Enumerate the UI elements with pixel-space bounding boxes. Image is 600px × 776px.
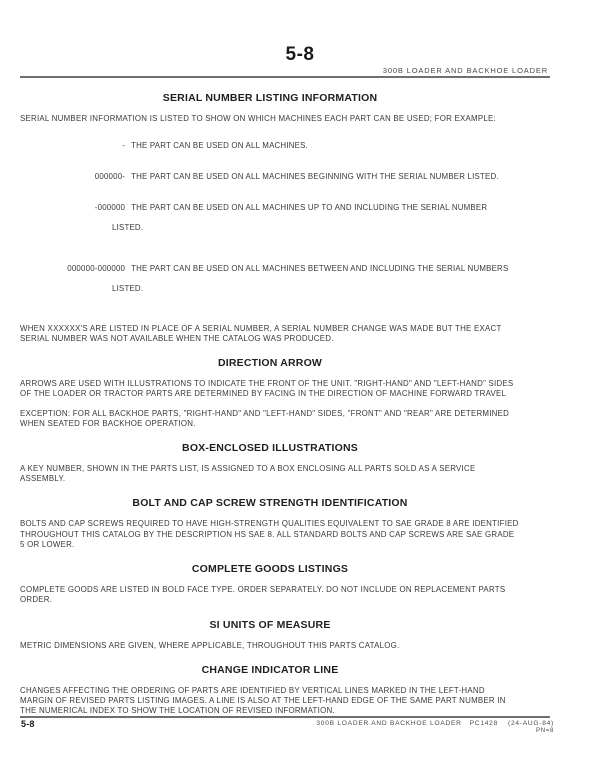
legend-row [20, 131, 520, 162]
direction-arrow-paragraph-2: EXCEPTION: FOR ALL BACKHOE PARTS, "RIGHT-HAND" AND "LEFT-HAND" SIDES, "FRONT" AND "REAR" ARE DETERMINED WHEN SEATED FOR BACKHOE OPERATION. [20, 408, 510, 428]
footer-revision-date: (24-AUG-84) [508, 720, 554, 727]
legend-row [20, 192, 520, 253]
footer-catalog-name: 300B LOADER AND BACKHOE LOADER [316, 720, 462, 727]
legend-key: 000000- [94, 172, 126, 182]
section-title-change-indicator-line: CHANGE INDICATOR LINE [201, 663, 339, 676]
section-title-si-units-of-measure: SI UNITS OF MEASURE [209, 618, 331, 631]
section-title-serial-number-listing: SERIAL NUMBER LISTING INFORMATION [162, 92, 378, 104]
legend-key: - [122, 141, 126, 151]
footer-rule [20, 716, 550, 718]
complete-goods-paragraph: COMPLETE GOODS ARE LISTED IN BOLD FACE TYPE. ORDER SEPARATELY. DO NOT INCLUDE ON REPLACEMENT PARTS ORDER. [20, 585, 506, 605]
page-number-top: 5-8 [285, 44, 315, 65]
legend-description: THE PART CAN BE USED ON ALL MACHINES. [131, 141, 308, 151]
legend-description: THE PART CAN BE USED ON ALL MACHINES BETWEEN AND INCLUDING THE SERIAL NUMBERS [131, 263, 509, 273]
change-indicator-paragraph: CHANGES AFFECTING THE ORDERING OF PARTS ARE IDENTIFIED BY VERTICAL LINES MARKED IN THE LEFT-HAND MARGIN OF REVISED PARTS LISTING IMAGES. A LINE IS ALSO AT THE LEFT-HAND EDGE OF THE SAME PART NUMBER IN THE NUMERICAL INDEX TO SHOW THE LOCATION OF REVISED INFORMATION. [20, 685, 506, 716]
header-catalog-caption: 300B LOADER AND BACKHOE LOADER [382, 66, 548, 75]
legend-key: 000000-000000 [67, 263, 126, 273]
footer-pn-code: PN=8 [535, 727, 554, 734]
section-title-direction-arrow: DIRECTION ARROW [217, 357, 323, 370]
legend-continuation: LISTED. [112, 284, 144, 294]
section-title-box-enclosed-illustrations: BOX-ENCLOSED ILLUSTRATIONS [182, 442, 358, 455]
box-enclosed-paragraph: A KEY NUMBER, SHOWN IN THE PARTS LIST, IS ASSIGNED TO A BOX ENCLOSING ALL PARTS SOLD AS A SERVICE ASSEMBLY. [20, 464, 476, 484]
bolt-cap-screw-paragraph: BOLTS AND CAP SCREWS REQUIRED TO HAVE HIGH-STRENGTH QUALITIES EQUIVALENT TO SAE GRADE 8 ARE IDENTIFIED THROUGHOUT THIS CATALOG BY THE DESCRIPTION HS SAE 8. ALL STANDARD BOLTS AND CAP SCREWS ARE SAE GRADE 5 OR LOWER. [20, 519, 519, 549]
serial-number-legend [20, 131, 520, 315]
section-title-bolt-cap-screw-strength: BOLT AND CAP SCREW STRENGTH IDENTIFICATION [132, 497, 408, 510]
legend-key: -000000 [94, 202, 126, 212]
si-units-paragraph: METRIC DIMENSIONS ARE GIVEN, WHERE APPLICABLE, THROUGHOUT THIS PARTS CATALOG. [20, 640, 400, 650]
legend-row [20, 254, 520, 315]
header-rule [20, 76, 550, 78]
legend-description: THE PART CAN BE USED ON ALL MACHINES BEGINNING WITH THE SERIAL NUMBER LISTED. [131, 172, 499, 182]
legend-continuation: LISTED. [112, 223, 144, 233]
direction-arrow-paragraph-1: ARROWS ARE USED WITH ILLUSTRATIONS TO INDICATE THE FRONT OF THE UNIT. "RIGHT-HAND" AND "LEFT-HAND" SIDES OF THE LOADER OR TRACTOR PARTS ARE DETERMINED BY FACING IN THE DIRECTION OF MACHINE FORWARD TRAVEL [20, 379, 514, 399]
legend-row [20, 162, 520, 193]
footer-page-number: 5-8 [21, 719, 35, 729]
serial-number-outro-text: WHEN XXXXXX'S ARE LISTED IN PLACE OF A SERIAL NUMBER, A SERIAL NUMBER CHANGE WAS MADE BUT THE EXACT SERIAL NUMBER WAS NOT AVAILABLE WHEN THE CATALOG WAS PRODUCED. [20, 323, 502, 344]
footer-catalog-code: PC1428 [469, 720, 498, 727]
page-content [20, 92, 520, 716]
serial-number-intro-text: SERIAL NUMBER INFORMATION IS LISTED TO SHOW ON WHICH MACHINES EACH PART CAN BE USED; FOR EXAMPLE: [20, 114, 496, 123]
footer-catalog-info [316, 720, 554, 727]
legend-description: THE PART CAN BE USED ON ALL MACHINES UP TO AND INCLUDING THE SERIAL NUMBER [131, 202, 488, 212]
section-title-complete-goods-listings: COMPLETE GOODS LISTINGS [191, 563, 349, 576]
